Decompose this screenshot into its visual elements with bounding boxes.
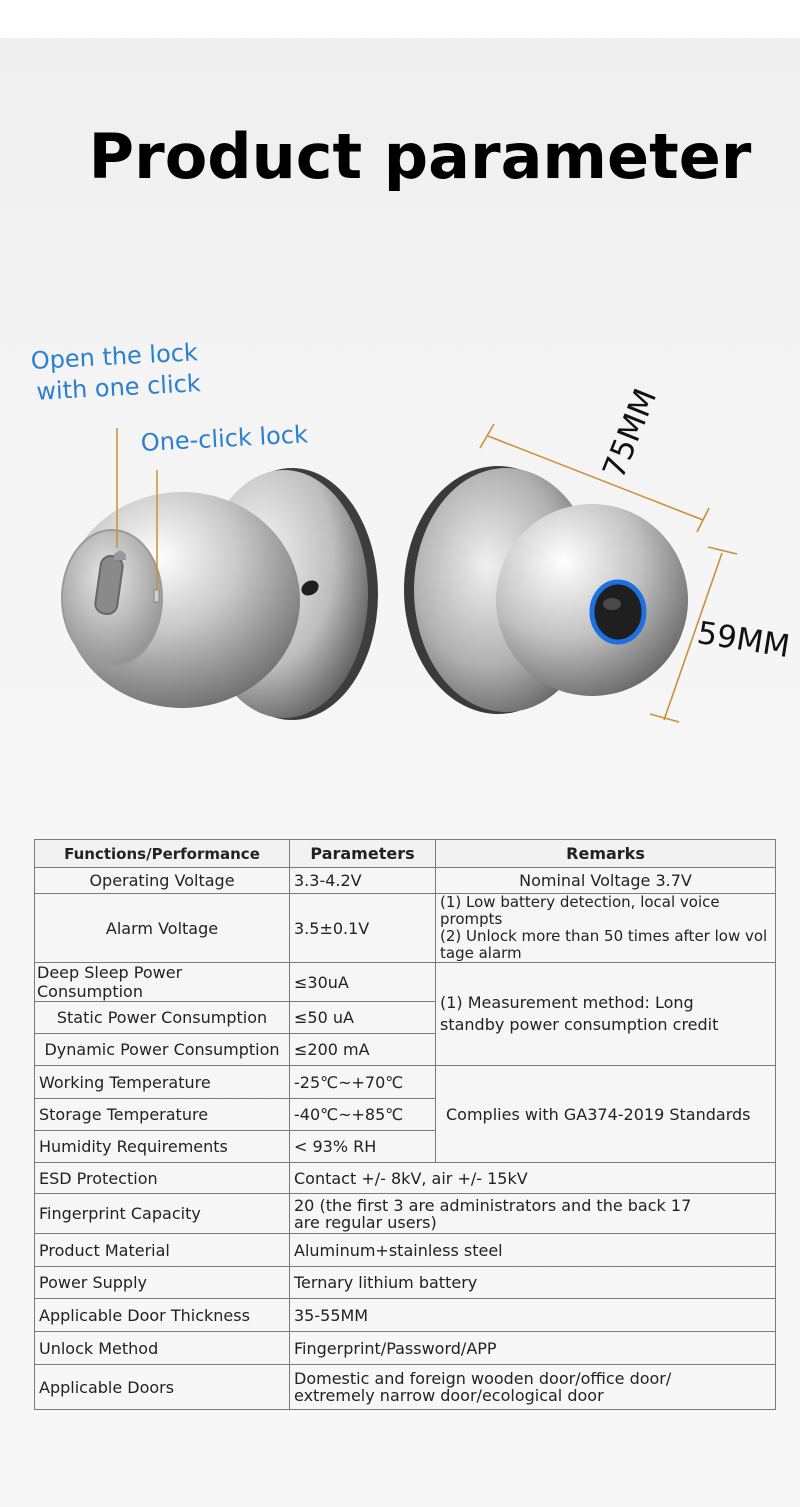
row-param: -25℃~+70℃ [290, 1066, 436, 1099]
callout-open-lock-line2: with one click [35, 369, 202, 406]
row-value: Fingerprint/Password/APP [290, 1332, 776, 1365]
row-param: ≤30uA [290, 963, 436, 1002]
header-functions: Functions/Performance [35, 840, 290, 868]
right-lock-image [404, 466, 688, 714]
header-parameters: Parameters [290, 840, 436, 868]
row-label: Unlock Method [35, 1332, 290, 1365]
left-lock-image [62, 468, 378, 720]
row-remark: Nominal Voltage 3.7V [436, 868, 776, 894]
table-row [35, 868, 776, 894]
callout-open-lock-line1: Open the lock [30, 338, 199, 375]
table-row [35, 1066, 776, 1099]
remark-line: (2) Unlock more than 50 times after low vol [440, 927, 768, 945]
row-param: ≤50 uA [290, 1002, 436, 1034]
callout-open-lock [30, 337, 201, 408]
fingerprint-sensor [592, 582, 644, 642]
row-label: Alarm Voltage [35, 894, 290, 963]
remark-line: (1) Low battery detection, local voice prompts [440, 893, 720, 928]
table-row [35, 1267, 776, 1299]
top-band [0, 0, 800, 38]
row-param: -40℃~+85℃ [290, 1099, 436, 1131]
row-label: Power Supply [35, 1267, 290, 1299]
table-header-row [35, 840, 776, 868]
table-row [35, 963, 776, 1002]
table-row [35, 1194, 776, 1234]
table-row [35, 1163, 776, 1194]
value-line: extremely narrow door/ecological door [294, 1386, 604, 1405]
value-line: 20 (the first 3 are administrators and the back 17 [294, 1195, 692, 1215]
row-value: 35-55MM [290, 1299, 776, 1332]
power-remark [436, 963, 776, 1066]
row-label: Operating Voltage [35, 868, 290, 894]
value-line: Domestic and foreign wooden door/office door/ [294, 1369, 672, 1388]
value-line: are regular users) [294, 1212, 437, 1232]
callout-one-click-lock: One-click lock [140, 420, 309, 457]
table-row [35, 1332, 776, 1365]
row-value [290, 1365, 776, 1410]
row-param: < 93% RH [290, 1131, 436, 1163]
row-param: 3.5±0.1V [290, 894, 436, 963]
row-label: Storage Temperature [35, 1099, 290, 1131]
table-row [35, 1234, 776, 1267]
row-label: Humidity Requirements [35, 1131, 290, 1163]
row-label: Working Temperature [35, 1066, 290, 1099]
table-row [35, 894, 776, 963]
row-remark [436, 894, 776, 963]
remark-line: (1) Measurement method: Long [440, 993, 694, 1012]
row-param: 3.3-4.2V [290, 868, 436, 894]
row-value [290, 1194, 776, 1234]
dimension-diameter-label: 75MM [596, 383, 665, 484]
table-row [35, 1299, 776, 1332]
row-value: Ternary lithium battery [290, 1267, 776, 1299]
parameter-table [34, 839, 776, 1410]
row-label: ESD Protection [35, 1163, 290, 1194]
row-value: Aluminum+stainless steel [290, 1234, 776, 1267]
row-label: Static Power Consumption [35, 1002, 290, 1034]
row-param: ≤200 mA [290, 1034, 436, 1066]
table-row [35, 1365, 776, 1410]
row-label: Product Material [35, 1234, 290, 1267]
row-label: Dynamic Power Consumption [35, 1034, 290, 1066]
page-title: Product parameter [88, 120, 752, 193]
remark-line: tage alarm [440, 944, 522, 962]
remark-line: standby power consumption credit [440, 1015, 719, 1034]
row-value: Contact +/- 8kV, air +/- 15kV [290, 1163, 776, 1194]
row-label: Applicable Doors [35, 1365, 290, 1410]
dimension-depth-label: 59MM [694, 614, 793, 666]
row-label: Applicable Door Thickness [35, 1299, 290, 1332]
header-remarks: Remarks [436, 840, 776, 868]
row-label: Fingerprint Capacity [35, 1194, 290, 1234]
row-label: Deep Sleep Power Consumption [35, 963, 290, 1002]
env-remark: Complies with GA374-2019 Standards [436, 1066, 776, 1163]
